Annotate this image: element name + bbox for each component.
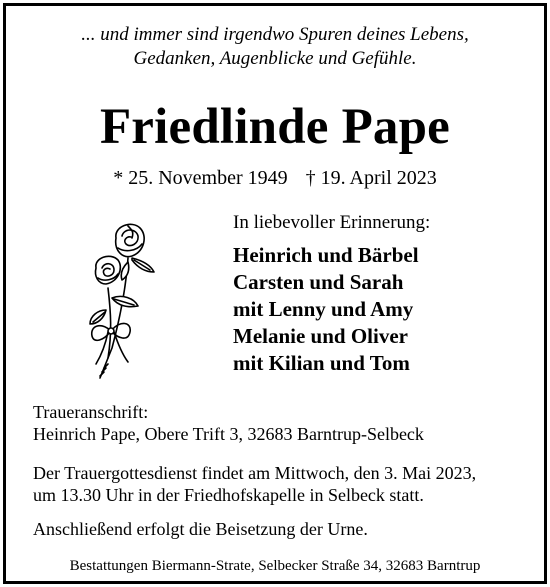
service-info: [33, 462, 476, 506]
address-value: Heinrich Pape, Obere Trift 3, 32683 Barntrup-Selbeck: [33, 424, 424, 444]
burial-info: Anschließend erfolgt die Beisetzung der Urne.: [33, 519, 368, 539]
opening-quote: [6, 23, 544, 71]
mourner-line: mit Lenny und Amy: [233, 297, 414, 321]
quote-line-2: Gedanken, Augenblicke und Gefühle.: [133, 48, 417, 69]
deceased-name: Friedlinde Pape: [99, 99, 451, 155]
mourner-line: Heinrich und Bärbel: [233, 243, 419, 267]
birth-date: * 25. November 1949: [113, 167, 288, 189]
mourning-address: [33, 401, 424, 445]
mourners-list: [233, 242, 419, 377]
address-label: Traueranschrift:: [33, 402, 149, 422]
death-date: † 19. April 2023: [305, 167, 437, 189]
service-line-2: um 13.30 Uhr in der Friedhofskapelle in Selbeck statt.: [33, 485, 424, 505]
memory-label: In liebevoller Erinnerung:: [233, 212, 431, 233]
service-line-1: Der Trauergottesdienst findet am Mittwoch, den 3. Mai 2023,: [33, 463, 477, 483]
mourner-line: mit Kilian und Tom: [233, 351, 410, 375]
mourner-line: Melanie und Oliver: [233, 324, 408, 348]
rose-icon: [84, 218, 174, 383]
mourner-line: Carsten und Sarah: [233, 270, 404, 294]
obituary-notice: [3, 3, 547, 584]
life-dates: [6, 166, 544, 190]
quote-line-1: ... und immer sind irgendwo Spuren deines Lebens,: [81, 24, 469, 45]
funeral-home: Bestattungen Biermann-Strate, Selbecker Straße 34, 32683 Barntrup: [69, 558, 481, 574]
